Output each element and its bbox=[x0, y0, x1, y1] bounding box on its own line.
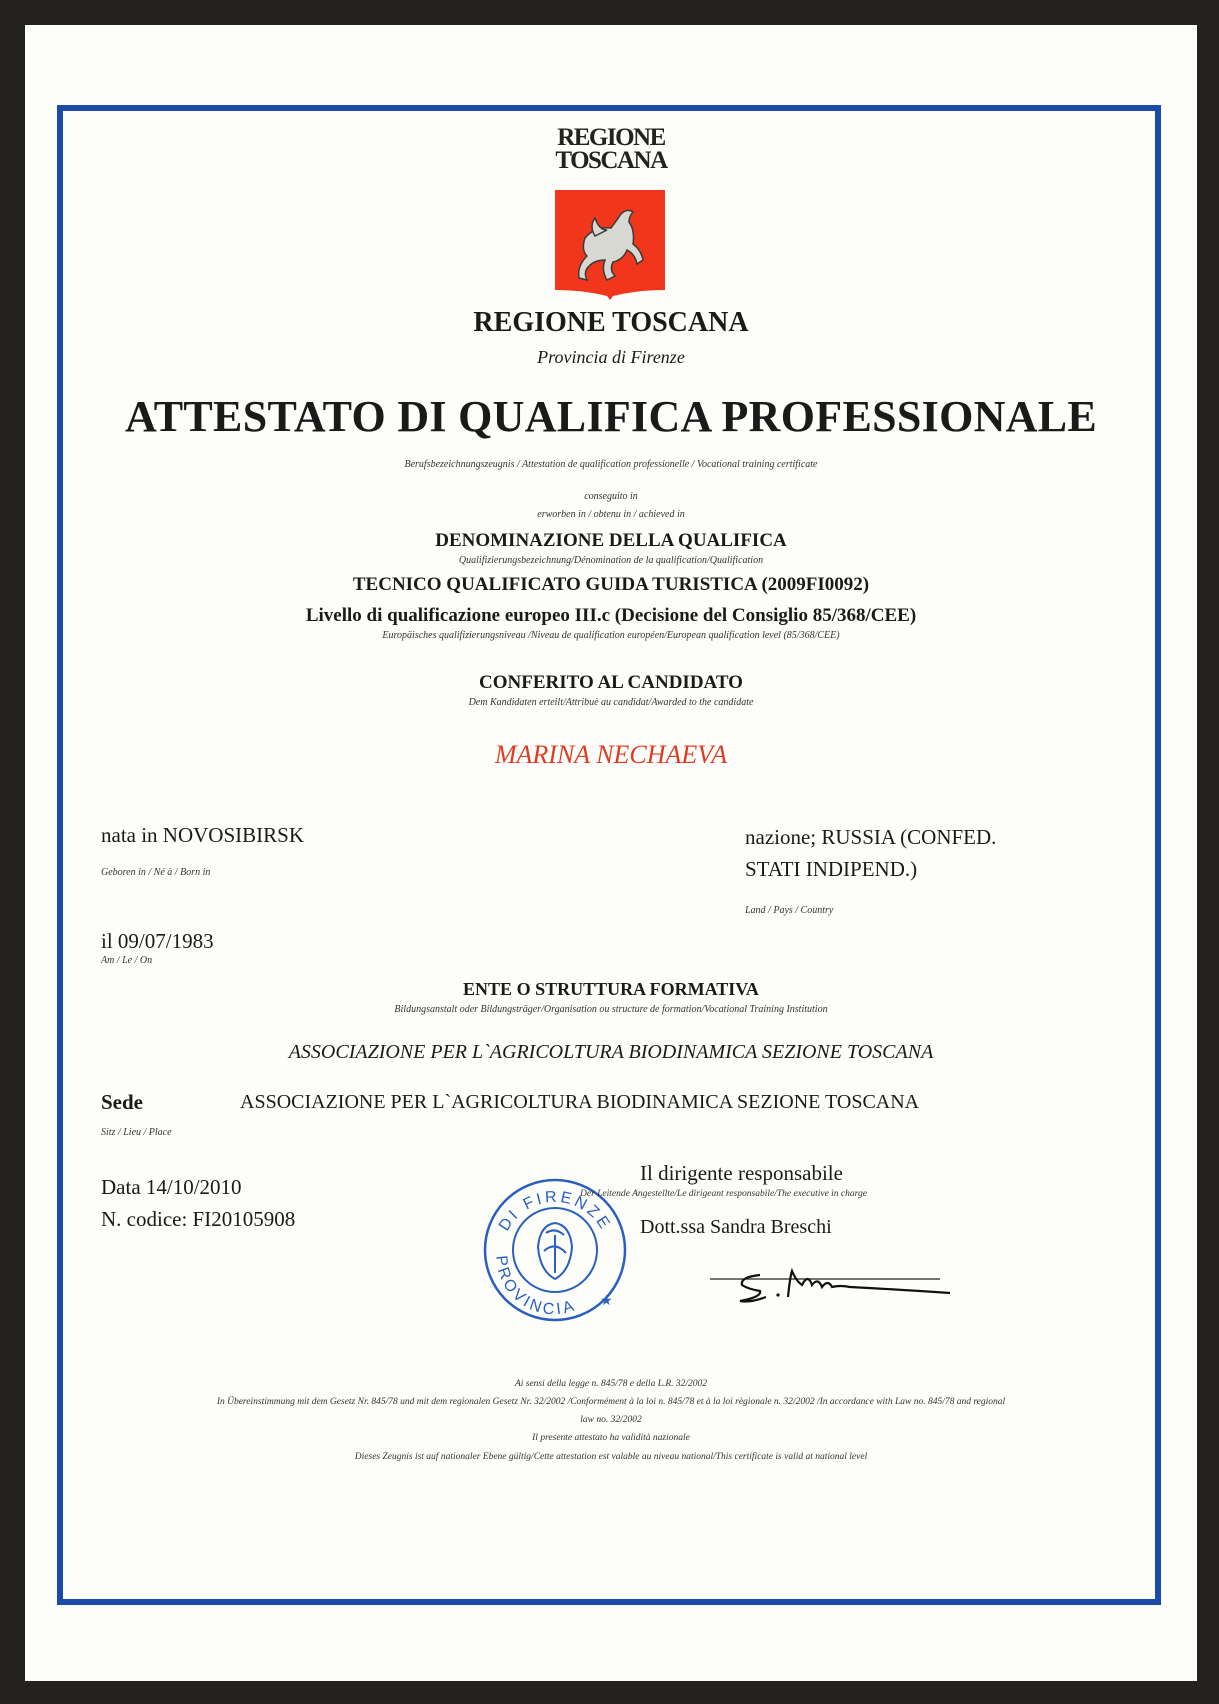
certificate-title: ATTESTATO DI QUALIFICA PROFESSIONALE bbox=[124, 392, 1098, 441]
nation-line-2: STATI INDIPEND.) bbox=[745, 857, 918, 881]
certificate-page bbox=[25, 25, 1197, 1681]
footer-line-5: Dieses Zeugnis ist auf nationaler Ebene gültig/Cette attestation est valable au niveau national/This certificate is valid at national level bbox=[354, 1452, 868, 1462]
seat-label: Sede bbox=[101, 1090, 143, 1114]
achieved-translation: erworben in / obtenu in / achieved in bbox=[537, 509, 685, 520]
footer-line-1: Ai sensi della legge n. 845/78 e della L.R. 32/2002 bbox=[514, 1379, 708, 1389]
signatory-role: Il dirigente responsabile bbox=[640, 1161, 843, 1185]
handwritten-signature bbox=[710, 1267, 1000, 1307]
birthdate-translation: Am / Le / On bbox=[101, 955, 153, 966]
title-translation: Berufsbezeichnungszeugnis / Attestation de qualification professionelle / Vocational training certificate bbox=[404, 459, 818, 470]
footer-line-4: Il presente attestato ha validità nazionale bbox=[532, 1433, 690, 1443]
birthplace-translation: Geboren in / Né à / Born in bbox=[101, 867, 211, 878]
seat-translation: Sitz / Lieu / Place bbox=[101, 1127, 172, 1138]
region-heading: REGIONE TOSCANA bbox=[473, 307, 749, 338]
stamp-bottom-text: PROVINCIA bbox=[492, 1254, 579, 1319]
institution-heading-translation: Bildungsanstalt oder Bildungsträger/Organisation ou structure de formation/Vocational Training Institution bbox=[394, 1004, 828, 1015]
qualification-name: TECNICO QUALIFICATO GUIDA TURISTICA (2009FI0092) bbox=[352, 574, 870, 595]
institution-heading: ENTE O STRUTTURA FORMATIVA bbox=[463, 979, 759, 999]
signatory-name: Dott.ssa Sandra Breschi bbox=[640, 1216, 832, 1238]
birthdate: il 09/07/1983 bbox=[101, 929, 214, 953]
issue-date: Data 14/10/2010 bbox=[101, 1175, 242, 1199]
seat-value: ASSOCIAZIONE PER L`AGRICOLTURA BIODINAMICA SEZIONE TOSCANA bbox=[240, 1091, 920, 1113]
qualification-level: Livello di qualificazione europeo III.c (Decisione del Consiglio 85/368/CEE) bbox=[305, 605, 917, 626]
logo-line-2: TOSCANA bbox=[555, 147, 667, 174]
nation-translation: Land / Pays / Country bbox=[745, 905, 834, 916]
footer-line-3: law no. 32/2002 bbox=[580, 1415, 642, 1425]
institution-name: ASSOCIAZIONE PER L`AGRICOLTURA BIODINAMICA SEZIONE TOSCANA bbox=[288, 1041, 934, 1063]
svg-text:★: ★ bbox=[600, 1293, 613, 1309]
birthplace: nata in NOVOSIBIRSK bbox=[101, 823, 304, 847]
logo-line-1: REGIONE bbox=[557, 124, 665, 151]
candidate-heading: CONFERITO AL CANDIDATO bbox=[479, 672, 743, 693]
province-subheading: Provincia di Firenze bbox=[537, 347, 685, 367]
pegasus-shield-icon bbox=[555, 190, 665, 300]
qualification-level-translation: Europäisches qualifizierungsniveau /Niveau de qualification européen/European qualification level (85/368/CEE) bbox=[382, 630, 840, 641]
qualification-heading-translation: Qualifizierungsbezeichnung/Dénomination de la qualification/Qualification bbox=[458, 555, 764, 566]
achieved-label: conseguito in bbox=[584, 491, 638, 502]
signatory-role-translation: Der Leitende Angestellte/Le dirigeant responsabile/The executive in charge bbox=[580, 1189, 867, 1199]
qualification-heading: DENOMINAZIONE DELLA QUALIFICA bbox=[435, 530, 787, 551]
logo-text bbox=[25, 126, 1197, 172]
candidate-name: MARINA NECHAEVA bbox=[494, 740, 728, 769]
candidate-heading-translation: Dem Kandidaten erteilt/Attribuè au candidat/Awarded to the candidate bbox=[468, 697, 754, 708]
nation-line-1: nazione; RUSSIA (CONFED. bbox=[745, 825, 997, 849]
issue-code: N. codice: FI20105908 bbox=[101, 1207, 296, 1231]
footer-line-2: In Übereinstimmung mit dem Gesetz Nr. 845/78 und mit dem regionalen Gesetz Nr. 32/2002 /Conformément à la loi n. 845/78 et à la loi règionale n. 32/2002 /In accordance with Law no. 845/78 and regional bbox=[216, 1397, 1006, 1407]
stamp-top-text: DI FIRENZE bbox=[495, 1188, 615, 1235]
